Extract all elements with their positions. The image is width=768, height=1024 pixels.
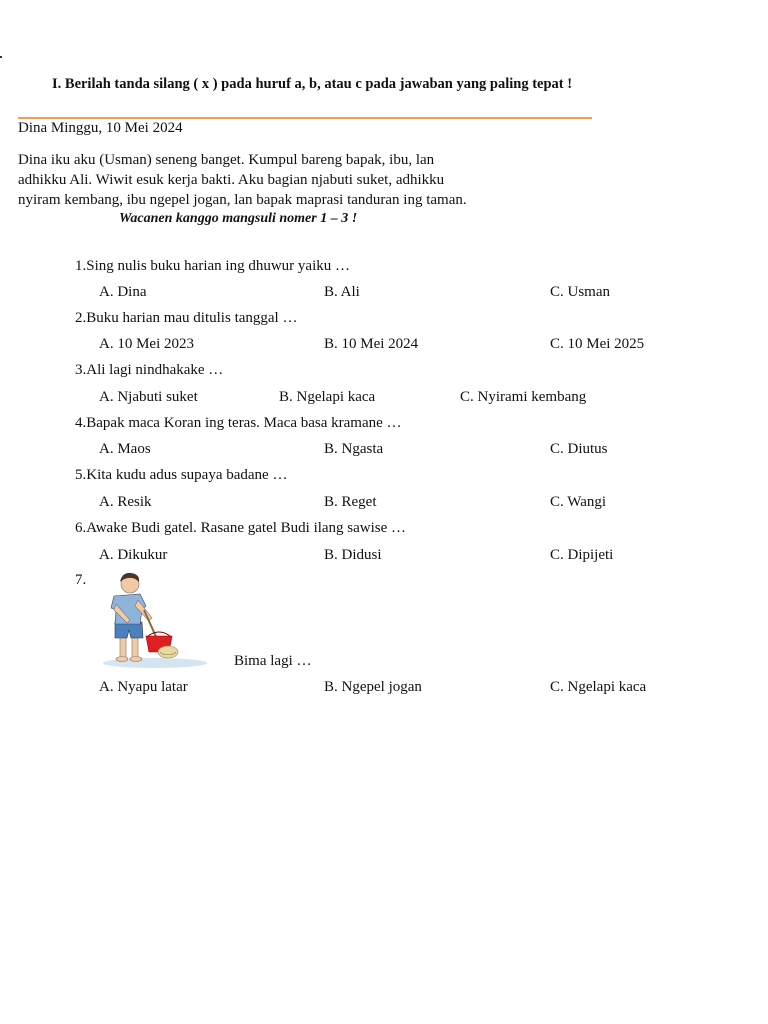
diary-line-2: adhikku Ali. Wiwit esuk kerja bakti. Aku bagian njabuti suket, adhikku <box>18 172 445 188</box>
instruction-heading: I. Berilah tanda silang ( x ) pada huruf a, b, atau c pada jawaban yang paling tepat ! <box>52 76 573 92</box>
question-6 <box>75 520 406 537</box>
option-7a[interactable]: A. Nyapu latar <box>99 679 188 695</box>
option-1c[interactable]: C. Usman <box>550 284 610 300</box>
question-4 <box>75 415 402 432</box>
option-6c[interactable]: C. Dipijeti <box>550 547 614 563</box>
question-5 <box>75 467 287 484</box>
option-5b[interactable]: B. Reget <box>324 494 377 510</box>
option-6a[interactable]: A. Dikukur <box>99 547 168 563</box>
question-1 <box>75 258 350 275</box>
option-2a[interactable]: A. 10 Mei 2023 <box>99 336 194 352</box>
option-4a[interactable]: A. Maos <box>99 441 151 457</box>
question-7-text: Bima lagi … <box>234 653 312 669</box>
question-text: Buku harian mau ditulis tanggal … <box>86 310 298 326</box>
diary-line-3: nyiram kembang, ibu ngepel jogan, lan bapak maprasi tanduran ing taman. <box>18 192 467 208</box>
question-text: Sing nulis buku harian ing dhuwur yaiku … <box>86 258 350 274</box>
option-4b[interactable]: B. Ngasta <box>324 441 384 457</box>
option-3b[interactable]: B. Ngelapi kaca <box>279 389 376 405</box>
option-1b[interactable]: B. Ali <box>324 284 360 300</box>
corner-mark <box>0 56 2 58</box>
option-3c[interactable]: C. Nyirami kembang <box>460 389 587 405</box>
question-2 <box>75 310 297 327</box>
diary-line-1: Dina iku aku (Usman) seneng banget. Kumpul bareng bapak, ibu, lan <box>18 152 435 168</box>
option-1a[interactable]: A. Dina <box>99 284 147 300</box>
option-7b[interactable]: B. Ngepel jogan <box>324 679 422 695</box>
reading-instruction: Wacanen kanggo mangsuli nomer 1 – 3 ! <box>119 211 358 226</box>
question-7-number: 7. <box>75 572 87 588</box>
question-number: 4. <box>75 415 87 431</box>
option-2b[interactable]: B. 10 Mei 2024 <box>324 336 419 352</box>
mop-head <box>158 646 178 658</box>
diary-date: Dina Minggu, 10 Mei 2024 <box>18 120 183 136</box>
question-3 <box>75 362 223 379</box>
question-number: 1. <box>75 258 87 274</box>
question-text: Bapak maca Koran ing teras. Maca basa kramane … <box>86 415 402 431</box>
question-number: 2. <box>75 310 87 326</box>
option-7c[interactable]: C. Ngelapi kaca <box>550 679 647 695</box>
question-number: 3. <box>75 362 87 378</box>
question-text: Kita kudu adus supaya badane … <box>86 467 288 483</box>
question-number: 5. <box>75 467 87 483</box>
shorts <box>115 622 143 638</box>
question-number: 6. <box>75 520 87 536</box>
boy-mopping-floor-illustration <box>100 570 210 670</box>
option-4c[interactable]: C. Diutus <box>550 441 608 457</box>
option-6b[interactable]: B. Didusi <box>324 547 382 563</box>
question-text: Awake Budi gatel. Rasane gatel Budi ilang sawise … <box>86 520 407 536</box>
option-5c[interactable]: C. Wangi <box>550 494 607 510</box>
option-5a[interactable]: A. Resik <box>99 494 152 510</box>
option-2c[interactable]: C. 10 Mei 2025 <box>550 336 645 352</box>
option-3a[interactable]: A. Njabuti suket <box>99 389 198 405</box>
question-text: Ali lagi nindhakake … <box>86 362 224 378</box>
